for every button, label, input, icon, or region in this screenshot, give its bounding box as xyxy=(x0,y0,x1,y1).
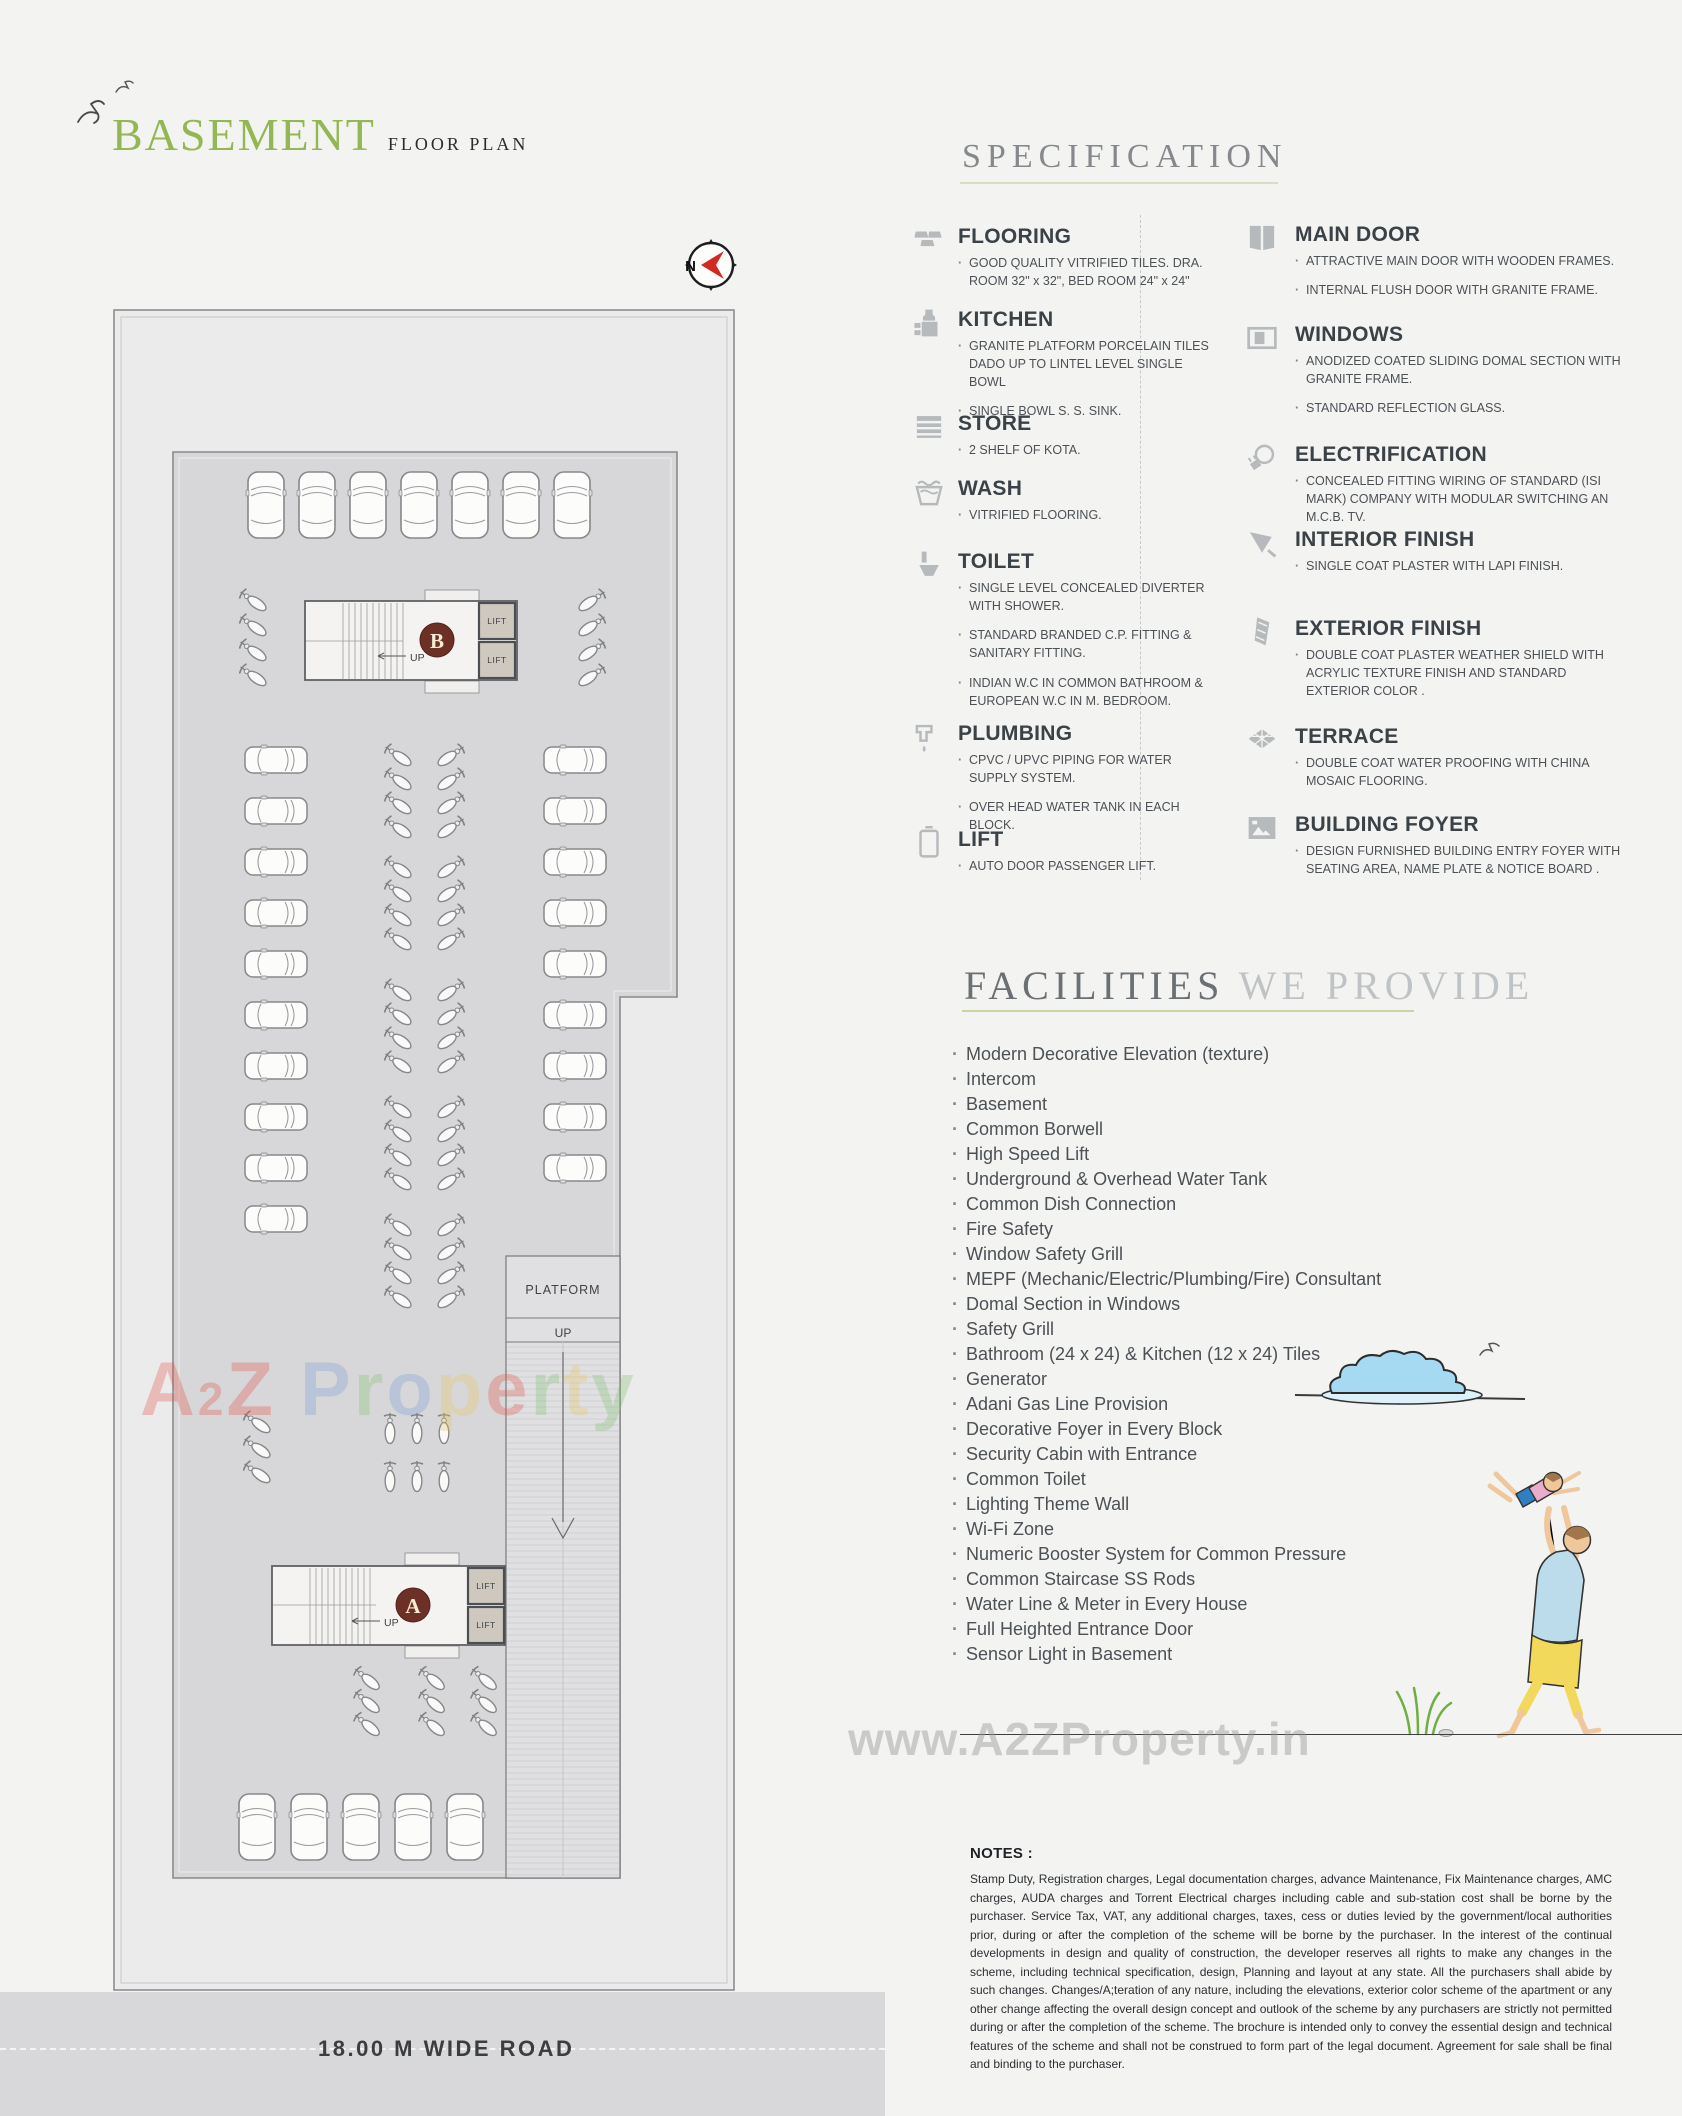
block-b-label: B xyxy=(429,629,445,653)
facility-item: · Underground & Overhead Water Tank xyxy=(952,1167,1492,1192)
facility-item: · Water Line & Meter in Every House xyxy=(952,1592,1492,1617)
specification-heading: SPECIFICATION xyxy=(962,138,1288,175)
main-door-icon xyxy=(1245,221,1279,255)
parking-column-right xyxy=(544,745,606,1183)
wash-icon xyxy=(912,475,946,509)
spec-bullet: · SINGLE LEVEL CONCEALED DIVERTER WITH SHOWER. xyxy=(958,579,1213,615)
grass-illustration xyxy=(1397,1688,1453,1737)
father-figure xyxy=(1499,1508,1599,1736)
spec-bullet: · DESIGN FURNISHED BUILDING ENTRY FOYER WITH SEATING AREA, NAME PLATE & NOTICE BOARD . xyxy=(1295,842,1625,878)
store-icon xyxy=(912,410,946,444)
basement-floor-plan xyxy=(90,230,790,2116)
compass-n-label: N xyxy=(685,258,696,275)
spec-section-store xyxy=(958,412,1213,470)
spec-bullet: · INDIAN W.C IN COMMON BATHROOM & EUROPEAN W.C IN M. BEDROOM. xyxy=(958,674,1213,710)
facility-item: · Generator xyxy=(952,1367,1492,1392)
kitchen-icon xyxy=(912,306,946,340)
spec-heading-text: STORE xyxy=(958,412,1032,435)
spec-heading-text: ELECTRIFICATION xyxy=(1295,443,1487,466)
spec-bullet: · STANDARD BRANDED C.P. FITTING & SANITARY FITTING. xyxy=(958,626,1213,662)
page-title xyxy=(112,108,528,161)
spec-heading-text: LIFT xyxy=(958,828,1004,851)
spec-heading-text: INTERIOR FINISH xyxy=(1295,528,1475,551)
terrace-icon xyxy=(1245,723,1279,757)
flooring-icon xyxy=(912,223,946,257)
interior-finish-icon xyxy=(1245,526,1279,560)
electrification-icon xyxy=(1245,441,1279,475)
title-basement: BASEMENT xyxy=(112,109,376,160)
facility-item: · Security Cabin with Entrance xyxy=(952,1442,1492,1467)
spec-section-building-foyer xyxy=(1295,813,1625,889)
facility-item: · Common Toilet xyxy=(952,1467,1492,1492)
spec-section-electrification xyxy=(1295,443,1625,537)
lift-label: LIFT xyxy=(476,1581,496,1591)
spec-section-exterior-finish xyxy=(1295,617,1625,711)
spec-section-terrace xyxy=(1295,725,1625,801)
spec-bullet: · AUTO DOOR PASSENGER LIFT. xyxy=(958,857,1213,875)
facility-item: · Sensor Light in Basement xyxy=(952,1642,1492,1667)
facilities-heading-strong: FACILITIES xyxy=(964,963,1225,1008)
title-floor-plan: FLOOR PLAN xyxy=(387,134,529,154)
facility-item: · Lighting Theme Wall xyxy=(952,1492,1492,1517)
spec-heading-text: WASH xyxy=(958,477,1023,500)
spec-bullet: · SINGLE COAT PLASTER WITH LAPI FINISH. xyxy=(1295,557,1625,575)
bird-icon xyxy=(1480,1343,1499,1355)
facility-item: · Window Safety Grill xyxy=(952,1242,1492,1267)
spec-bullet: · DOUBLE COAT WATER PROOFING WITH CHINA MOSAIC FLOORING. xyxy=(1295,754,1625,790)
spec-heading-text: TOILET xyxy=(958,550,1035,573)
spec-section-plumbing xyxy=(958,722,1213,846)
facility-item: · Fire Safety xyxy=(952,1217,1492,1242)
platform-label: PLATFORM xyxy=(525,1283,601,1297)
facility-item: · Adani Gas Line Provision xyxy=(952,1392,1492,1417)
spec-section-lift xyxy=(958,828,1213,886)
facilities-underline xyxy=(962,1010,1414,1012)
facility-item: · MEPF (Mechanic/Electric/Plumbing/Fire) Consultant xyxy=(952,1267,1492,1292)
spec-bullet: · GRANITE PLATFORM PORCELAIN TILES DADO UP TO LINTEL LEVEL SINGLE BOWL xyxy=(958,337,1213,391)
ramp-up-label: UP xyxy=(554,1326,572,1340)
notes-body: Stamp Duty, Registration charges, Legal documentation charges, advance Maintenance, Fix Maintenance charges, AMC charges, AUDA charges and Torrent Electrical charges including cable and sub-station cost shall be borne by the purchaser. Service Tax, VAT, any additional charges, taxes, cess or duties levied by the government/local authorities prior, during or after the completion of the scheme will be borne by the purchaser. In the interest of the continual developments in design and quality of construction, the developer reserves all rights to make any changes in the scheme, including technical specification, design, Planning and layout at any state. All the purchasers shall abide by such changes. Changes/A;teration of any nature, including the elevations, exterior color scheme of the apartment or any other change affecting the overall design concept and outlook of the scheme by any purchasers are strictly not permitted during or after the completion of the scheme. The brochure is intended only to convey the essential design and technical features of the scheme and shall not be construed to form part of the legal document. Agreement for sale shall be final and binding to the purchaser. xyxy=(970,1872,1612,2071)
father-child-illustration xyxy=(1380,1430,1682,1742)
plumbing-icon xyxy=(912,720,946,754)
facility-item: · Bathroom (24 x 24) & Kitchen (12 x 24) Tiles xyxy=(952,1342,1492,1367)
spec-section-interior-finish xyxy=(1295,528,1625,586)
stairs-b-up-label: UP xyxy=(410,652,425,664)
spec-bullet: · ANODIZED COATED SLIDING DOMAL SECTION WITH GRANITE FRAME. xyxy=(1295,352,1625,388)
spec-heading-text: MAIN DOOR xyxy=(1295,223,1421,246)
parking-row-bottom xyxy=(237,1794,485,1860)
spec-bullet: · ATTRACTIVE MAIN DOOR WITH WOODEN FRAMES. xyxy=(1295,252,1625,270)
spec-bullet: · STANDARD REFLECTION GLASS. xyxy=(1295,399,1625,417)
facility-item: · Safety Grill xyxy=(952,1317,1492,1342)
spec-section-flooring xyxy=(958,225,1213,301)
spec-heading-text: KITCHEN xyxy=(958,308,1054,331)
spec-bullet: · CPVC / UPVC PIPING FOR WATER SUPPLY SYSTEM. xyxy=(958,751,1213,787)
compass-icon xyxy=(685,239,737,291)
spec-bullet: · VITRIFIED FLOORING. xyxy=(958,506,1213,524)
facility-item: · Numeric Booster System for Common Pressure xyxy=(952,1542,1492,1567)
block-a-label: A xyxy=(405,1594,421,1618)
facility-item: · Full Heighted Entrance Door xyxy=(952,1617,1492,1642)
lift-label: LIFT xyxy=(487,616,507,626)
spec-bullet: · OVER HEAD WATER TANK IN EACH BLOCK. xyxy=(958,798,1213,834)
spec-section-wash xyxy=(958,477,1213,535)
specification-underline xyxy=(960,182,1278,184)
notes-section xyxy=(970,1845,1612,2074)
child-figure xyxy=(1490,1473,1579,1508)
notes-heading: NOTES : xyxy=(970,1845,1033,1862)
windows-icon xyxy=(1245,321,1279,355)
facility-item: · Common Dish Connection xyxy=(952,1192,1492,1217)
spec-heading-text: EXTERIOR FINISH xyxy=(1295,617,1482,640)
building-foyer-icon xyxy=(1245,811,1279,845)
lift-label: LIFT xyxy=(487,655,507,665)
spec-bullet: · SINGLE BOWL S. S. SINK. xyxy=(958,402,1213,420)
entry-ramp xyxy=(506,1256,620,1878)
facility-item: · Common Borwell xyxy=(952,1117,1492,1142)
spec-heading-text: BUILDING FOYER xyxy=(1295,813,1479,836)
spec-heading-text: WINDOWS xyxy=(1295,323,1404,346)
spec-bullet: · DOUBLE COAT PLASTER WEATHER SHIELD WITH ACRYLIC TEXTURE FINISH AND STANDARD EXTERIOR COLOR . xyxy=(1295,646,1625,700)
facility-item: · High Speed Lift xyxy=(952,1142,1492,1167)
facilities-heading xyxy=(964,962,1534,1009)
spec-section-windows xyxy=(1295,323,1625,428)
road-label: 18.00 M WIDE ROAD xyxy=(318,2036,575,2061)
lift-label: LIFT xyxy=(476,1620,496,1630)
facility-item: · Domal Section in Windows xyxy=(952,1292,1492,1317)
exterior-finish-icon xyxy=(1245,615,1279,649)
spec-bullet: · 2 SHELF OF KOTA. xyxy=(958,441,1213,459)
spec-heading-text: TERRACE xyxy=(1295,725,1399,748)
block-a xyxy=(272,1553,505,1658)
spec-heading-text: PLUMBING xyxy=(958,722,1073,745)
spec-bullet: · GOOD QUALITY VITRIFIED TILES. DRA. ROOM 32" x 32", BED ROOM 24" x 24" xyxy=(958,254,1213,290)
facility-item: · Wi-Fi Zone xyxy=(952,1517,1492,1542)
spec-bullet: · INTERNAL FLUSH DOOR WITH GRANITE FRAME. xyxy=(1295,281,1625,299)
plan-watermark: A2Z Property xyxy=(140,1347,637,1432)
facility-item: · Common Staircase SS Rods xyxy=(952,1567,1492,1592)
facilities-heading-light: WE PROVIDE xyxy=(1224,963,1535,1008)
url-watermark: www.A2ZProperty.in xyxy=(848,1713,1311,1765)
facility-item: · Intercom xyxy=(952,1067,1492,1092)
toilet-icon xyxy=(912,548,946,582)
stairs-a-up-label: UP xyxy=(384,1617,399,1629)
spec-heading-text: FLOORING xyxy=(958,225,1072,248)
spec-section-main-door xyxy=(1295,223,1625,310)
block-b xyxy=(305,590,517,693)
cloud-illustration xyxy=(1290,1335,1530,1420)
facility-item: · Basement xyxy=(952,1092,1492,1117)
spec-bullet: · CONCEALED FITTING WIRING OF STANDARD (ISI MARK) COMPANY WITH MODULAR SWITCHING AN M.C.B. TV. xyxy=(1295,472,1625,526)
lift-spec-icon xyxy=(912,826,946,860)
facility-item: · Decorative Foyer in Every Block xyxy=(952,1417,1492,1442)
facility-item: · Modern Decorative Elevation (texture) xyxy=(952,1042,1492,1067)
spec-section-toilet xyxy=(958,550,1213,721)
road xyxy=(0,1992,885,2116)
